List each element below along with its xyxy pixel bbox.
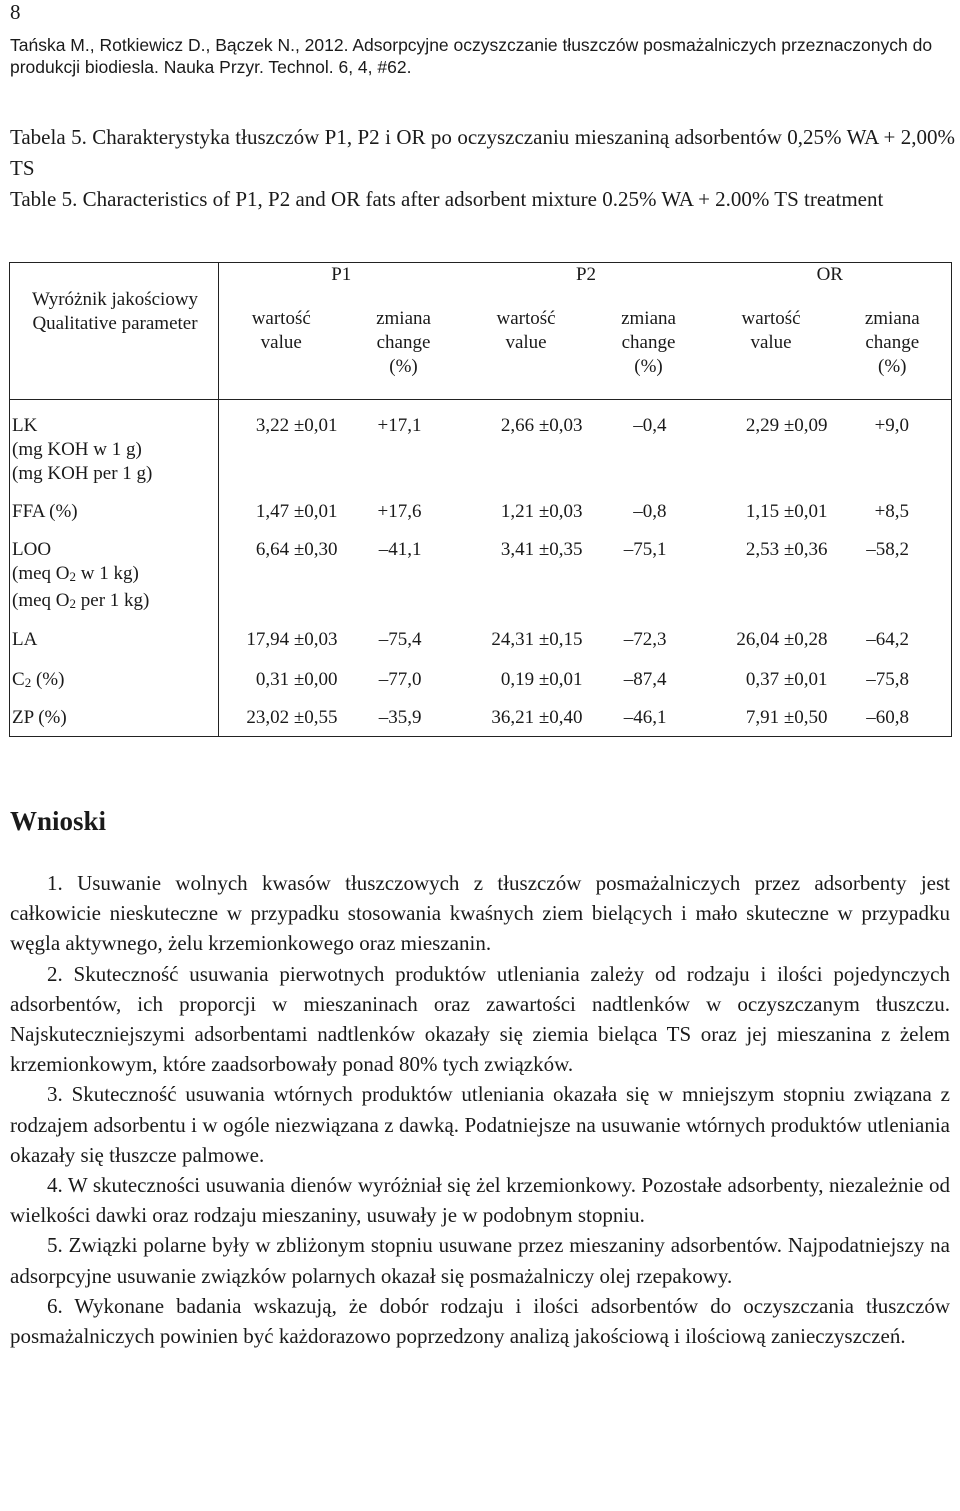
table-group-header-row — [10, 263, 952, 308]
table-cell: 1,21 ±0,03 — [500, 501, 583, 522]
table-cell: 24,31 ±0,15 — [491, 629, 583, 650]
row-label: FFA (%) — [10, 488, 219, 528]
table-cell: 0,19 ±0,01 — [500, 669, 583, 690]
parameter-header-en: Qualitative parameter — [32, 313, 198, 334]
row-label: $C_2$ (%) — [10, 658, 219, 698]
row-label: ZP (%) — [10, 698, 219, 737]
table-cell: 7,91 ±0,50 — [709, 698, 834, 737]
table-cell: 0,37 ±0,01 — [745, 669, 828, 690]
row-label — [10, 400, 219, 489]
change-header-pl: zmiana — [864, 308, 920, 329]
parameter-header-pl: Wyróżnik jakościowy — [31, 289, 199, 310]
row-label-unit-pl: (mg KOH w 1 g) — [12, 439, 142, 460]
conclusion-paragraph: 2. Skuteczność usuwania pierwotnych produktów utleniania zależy od rodzaju i ilości pojedynczych adsorbentów, ich proporcji w mieszaninach oraz zawartości nadtlenków w oczyszczanym tłuszczu. Najskuteczniejszymi adsorbentami nadtlenków okazały się ziemia bieląca TS oraz jej mieszanina z żelem krzemionkowym, które zaadsorbowały ponad 80% tych związków. — [10, 961, 950, 1077]
table-cell: +8,5 — [834, 488, 952, 528]
page-number: 8 — [10, 0, 21, 24]
group-header-or: OR — [709, 263, 952, 308]
row-label-unit-en: (mg KOH per 1 g) — [12, 463, 153, 484]
table-cell: –72,3 — [623, 629, 667, 650]
table-cell: –75,4 — [378, 629, 422, 650]
table-caption-english: Table 5. Characteristics of P1, P2 and OR fats after adsorbent mixture 0.25% WA + 2.00% TS treatment — [10, 187, 884, 211]
table-cell: –64,2 — [834, 618, 952, 658]
table-cell: 3,22 ±0,01 — [255, 415, 338, 436]
row-label: LA — [10, 618, 219, 658]
value-header-en: value — [505, 332, 547, 353]
table-cell: –87,4 — [623, 669, 667, 690]
conclusion-paragraph: 6. Wykonane badania wskazują, że dobór rodzaju i ilości adsorbentów do oczyszczania tłuszczów posmażalniczych powinien być każdorazowo poprzedzony analizą jakościową i ilościową zanieczyszczeń. — [10, 1293, 950, 1349]
table-row — [10, 618, 952, 658]
table-cell: 36,21 ±0,40 — [464, 698, 589, 737]
change-header-en: change — [621, 332, 676, 353]
table-row — [10, 400, 952, 489]
table-cell: 6,64 ±0,30 — [255, 539, 338, 560]
table-cell: +17,6 — [377, 501, 422, 522]
group-header-p1: P1 — [219, 263, 464, 308]
change-header-unit: (%) — [878, 356, 907, 377]
value-header-en: value — [260, 332, 302, 353]
value-header-en: value — [750, 332, 792, 353]
row-label-main: LOO — [12, 539, 52, 560]
row-label-unit-pl: (meq $O_2$ w 1 kg) — [12, 563, 139, 584]
parameter-header — [10, 263, 219, 400]
change-header — [589, 307, 709, 400]
row-label-unit-en: (meq $O_2$ per 1 kg) — [12, 590, 150, 611]
change-header-pl: zmiana — [376, 308, 431, 329]
table-cell: –75,8 — [834, 658, 952, 698]
table-row — [10, 488, 952, 528]
value-header-pl: wartość — [496, 308, 556, 329]
value-header — [464, 307, 589, 400]
change-header-pl: zmiana — [621, 308, 676, 329]
table-row — [10, 658, 952, 698]
table-cell: +17,1 — [377, 415, 422, 436]
row-label — [10, 528, 219, 618]
table-cell: –41,1 — [378, 539, 422, 560]
table-cell: –77,0 — [378, 669, 422, 690]
table-cell: –0,8 — [633, 501, 667, 522]
table-row — [10, 528, 952, 618]
change-header-en: change — [865, 332, 920, 353]
value-header — [219, 307, 344, 400]
change-header — [344, 307, 464, 400]
conclusion-paragraph: 5. Związki polarne były w zbliżonym stopniu usuwane przez mieszaniny adsorbentów. Najpodatniejszy na adsorpcyjne usuwanie związków polarnych okazał się posmażalniczy olej rzepakowy. — [10, 1233, 950, 1288]
change-header-unit: (%) — [389, 356, 418, 377]
running-head-citation: Tańska M., Rotkiewicz D., Bączek N., 2012. Adsorpcyjne oczyszczanie tłuszczów posmażalniczych przeznaczonych do produkcji biodiesla. Nauka Przyr. Technol. 6, 4, #62. — [10, 35, 933, 77]
table-cell: 2,66 ±0,03 — [500, 415, 583, 436]
table-cell: 17,94 ±0,03 — [246, 629, 338, 650]
conclusion-paragraph: 4. W skuteczności usuwania dienów wyróżniał się żel krzemionkowy. Pozostałe adsorbenty, niezależnie od wielkości dawki oraz rodzaju mieszaniny, usuwały je w podobnym stopniu. — [10, 1173, 950, 1228]
table-cell: 3,41 ±0,35 — [500, 539, 583, 560]
table-cell: 0,31 ±0,00 — [255, 669, 338, 690]
table-cell: –46,1 — [589, 698, 709, 737]
table-cell: 23,02 ±0,55 — [219, 698, 344, 737]
table-cell: 2,29 ±0,09 — [745, 415, 828, 436]
table-row — [10, 698, 952, 737]
table-cell: –75,1 — [623, 539, 667, 560]
conclusions-list — [10, 868, 950, 1351]
group-header-p2: P2 — [464, 263, 709, 308]
table-cell: 1,15 ±0,01 — [745, 501, 828, 522]
conclusion-paragraph: 3. Skuteczność usuwania wtórnych produktów utleniania okazała się w mniejszym stopniu związana z rodzajem adsorbentu i w ogóle niezwiązana z dawką. Podatniejsze na usuwanie wtórnych produktów utleniania okazały się tłuszcze palmowe. — [10, 1082, 950, 1167]
table-cell: 26,04 ±0,28 — [736, 629, 828, 650]
value-header — [709, 307, 834, 400]
table-cell: –35,9 — [344, 698, 464, 737]
table-cell: –60,8 — [834, 698, 952, 737]
table-caption — [10, 122, 955, 215]
conclusion-paragraph: 1. Usuwanie wolnych kwasów tłuszczowych z tłuszczów posmażalniczych przez adsorbenty jest całkowicie nieskuteczne w przypadku stosowania kwaśnych ziem bielących i mało skuteczne w przypadku węgla aktywnego, żelu krzemionkowego oraz mieszanin. — [10, 871, 950, 956]
change-header-unit: (%) — [634, 356, 663, 377]
section-title-conclusions: Wnioski — [10, 806, 107, 836]
characteristics-table — [9, 262, 952, 737]
value-header-pl: wartość — [741, 308, 801, 329]
table-cell: –0,4 — [633, 415, 667, 436]
table-cell: +9,0 — [834, 400, 952, 489]
table-cell: 1,47 ±0,01 — [255, 501, 338, 522]
value-header-pl: wartość — [251, 308, 311, 329]
table-cell: 2,53 ±0,36 — [745, 539, 828, 560]
change-header-en: change — [376, 332, 431, 353]
change-header — [834, 307, 952, 400]
table-caption-polish: Tabela 5. Charakterystyka tłuszczów P1, P2 i OR po oczyszczaniu mieszaniną adsorbentów 0,25% WA + 2,00% TS — [10, 125, 955, 180]
table-cell: –58,2 — [834, 528, 952, 618]
row-label-main: LK — [12, 415, 38, 436]
